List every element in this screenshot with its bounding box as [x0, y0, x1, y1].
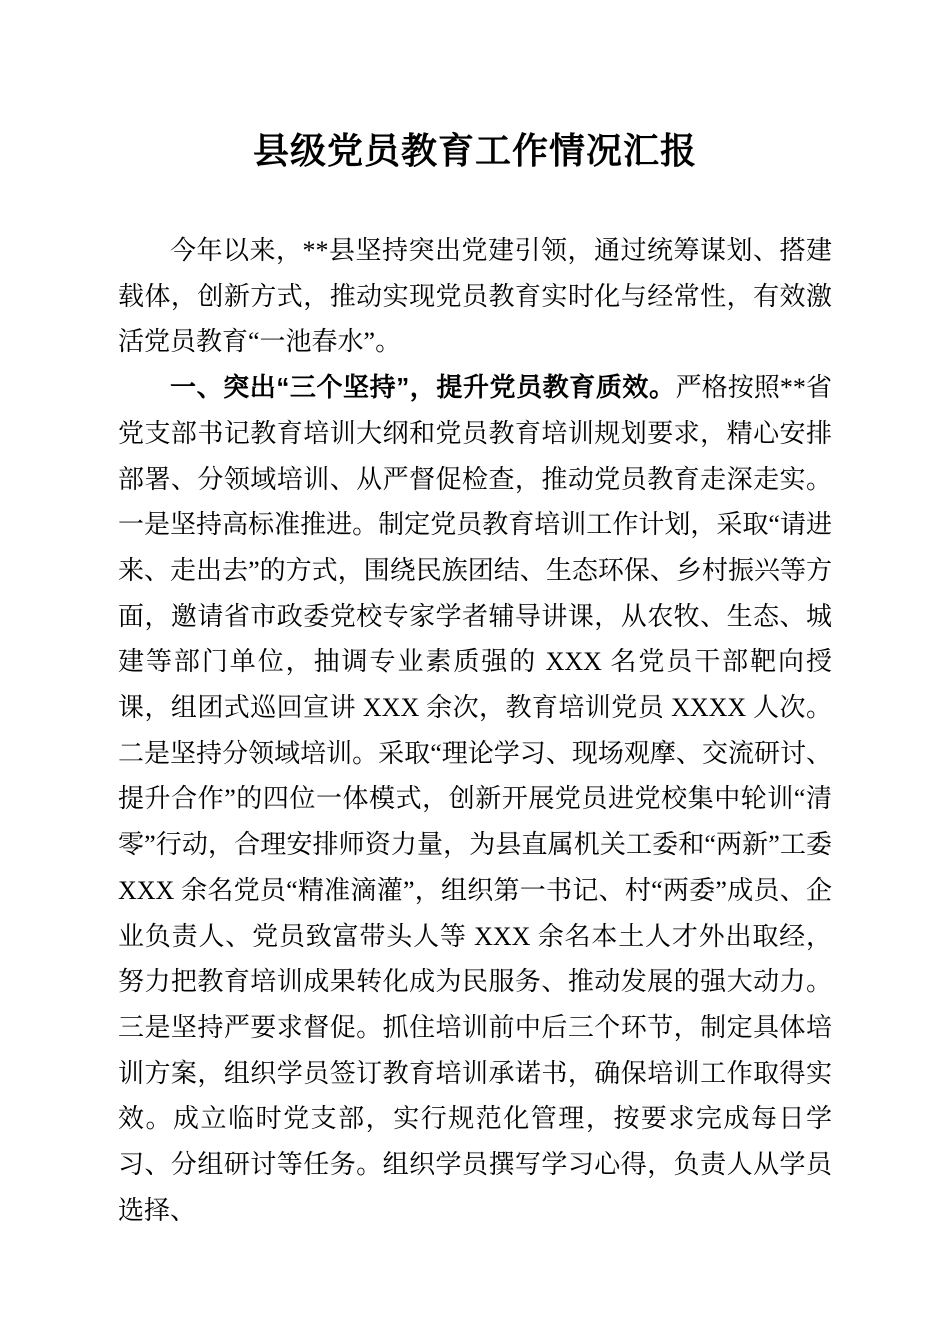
paragraph-section-one [118, 365, 832, 1233]
section-one-body-text: 严格按照**省党支部书记教育培训大纲和党员教育培训规划要求，精心安排部署、分领域培训、从严督促检查，推动党员教育走深走实。一是坚持高标准推进。制定党员教育培训工作计划，采取“请进来、走出去”的方式，围绕民族团结、生态环保、乡村振兴等方面，邀请省市政委党校专家学者辅导讲课，从农牧、生态、城建等部门单位，抽调专业素质强的 XXX 名党员干部靶向授课，组团式巡回宣讲 XXX 余次，教育培训党员 XXXX 人次。二是坚持分领域培训。采取“理论学习、现场观摩、交流研讨、提升合作”的四位一体模式，创新开展党员进党校集中轮训“清零”行动，合理安排师资力量，为县直属机关工委和“两新”工委 XXX 余名党员“精准滴灌”，组织第一书记、村“两委”成员、企业负责人、党员致富带头人等 XXX 余名本土人才外出取经，努力把教育培训成果转化成为民服务、推动发展的强大动力。三是坚持严要求督促。抓住培训前中后三个环节，制定具体培训方案，组织学员签订教育培训承诺书，确保培训工作取得实效。成立临时党支部，实行规范化管理，按要求完成每日学习、分组研讨等任务。组织学员撰写学习心得，负责人从学员选择、 [118, 373, 832, 1225]
paragraph-intro-text: 今年以来，**县坚持突出党建引领，通过统筹谋划、搭建载体，创新方式，推动实现党员教育实时化与经常性，有效激活党员教育“一池春水”。 [118, 236, 832, 357]
document-title: 县级党员教育工作情况汇报 [252, 131, 697, 171]
section-one-heading-text: 一、突出“三个坚持”，提升党员教育质效。 [170, 372, 676, 403]
paragraph-intro [118, 228, 832, 365]
